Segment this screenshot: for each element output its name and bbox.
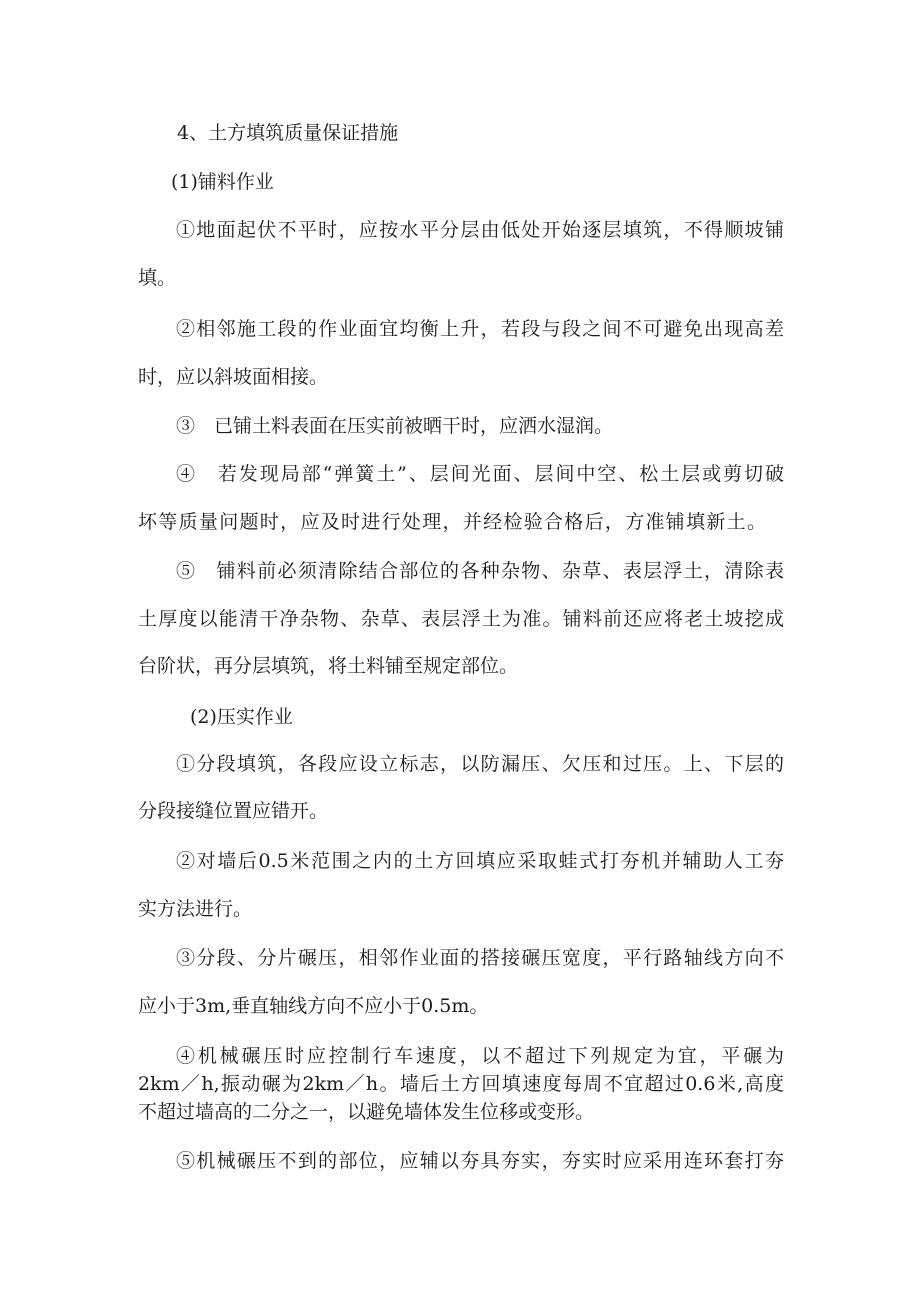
paragraph-line: 坏等质量问题时，应及时进行处理，并经检验合格后，方准铺填新土。 — [138, 511, 766, 533]
paragraph-line: ④ 若发现局部“弹簧土”、层间光面、层间中空、松土层或剪切破 — [176, 463, 784, 485]
paragraph-line: ②对墙后0.5米范围之内的土方回填应采取蛙式打夯机并辅助人工夯 — [176, 850, 784, 872]
paragraph-line: ⑤ 铺料前必须清除结合部位的各种杂物、杂草、表层浮土，清除表 — [176, 560, 784, 582]
subsection-title-compaction: (2)压实作业 — [190, 706, 293, 728]
paragraph-line: ①分段填筑，各段应设立标志，以防漏压、欠压和过压。上、下层的 — [176, 753, 784, 775]
section-title: 4、土方填筑质量保证措施 — [177, 122, 399, 144]
paragraph-line: 填。 — [138, 267, 177, 289]
paragraph-line: ②相邻施工段的作业面宜均衡上升，若段与段之间不可避免出现高差 — [176, 318, 784, 340]
paragraph-line: ③分段、分片碾压，相邻作业面的搭接碾压宽度，平行路轴线方向不 — [176, 947, 784, 969]
paragraph-line: 不超过墙高的二分之一，以避免墙体发生位移或变形。 — [138, 1101, 595, 1123]
paragraph-line: 应小于3m,垂直轴线方向不应小于0.5m。 — [138, 995, 489, 1017]
paragraph-line: 2km／h,振动碾为2km／h。墙后土方回填速度每周不宜超过0.6米,高度 — [138, 1073, 784, 1095]
paragraph-line: 实方法进行。 — [138, 898, 253, 920]
paragraph-line: ①地面起伏不平时，应按水平分层由低处开始逐层填筑，不得顺坡铺 — [176, 219, 784, 241]
paragraph-line: 台阶状，再分层填筑，将土料铺至规定部位。 — [138, 655, 519, 677]
paragraph-line: ⑤机械碾压不到的部位，应辅以夯具夯实，夯实时应采用连环套打夯 — [176, 1150, 784, 1172]
paragraph-line: 土厚度以能清干净杂物、杂草、表层浮土为准。铺料前还应将老土坡挖成 — [138, 608, 784, 630]
subsection-title-paving: (1)铺料作业 — [171, 171, 274, 193]
paragraph-line: 时，应以斜坡面相接。 — [138, 366, 329, 388]
paragraph-line: 分段接缝位置应错开。 — [138, 800, 329, 822]
paragraph-line: ④机械碾压时应控制行车速度，以不超过下列规定为宜，平碾为 — [176, 1045, 784, 1067]
paragraph-line: ③ 已铺土料表面在压实前被晒干时，应洒水湿润。 — [176, 415, 614, 437]
